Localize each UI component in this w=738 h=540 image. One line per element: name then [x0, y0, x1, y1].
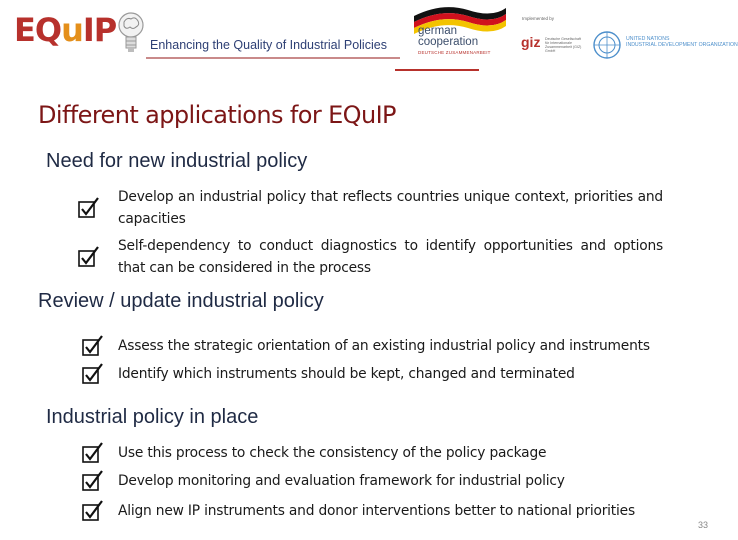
section-heading-policy-in-place: Industrial policy in place	[46, 406, 259, 428]
list-item: Align new IP instruments and donor interventions better to national priorities	[118, 503, 635, 519]
section-heading-review-policy: Review / update industrial policy	[38, 290, 324, 312]
german-cooperation-underline	[395, 69, 479, 71]
tagline: Enhancing the Quality of Industrial Policies	[150, 38, 387, 52]
checkbox-checked-icon	[82, 499, 104, 521]
lightbulb-icon	[116, 8, 146, 62]
list-item: Use this process to check the consistency of the policy package	[118, 445, 547, 461]
header-divider	[146, 57, 400, 59]
unido-name: UNITED NATIONS INDUSTRIAL DEVELOPMENT ORGANIZATION	[626, 36, 738, 48]
section-heading-new-policy: Need for new industrial policy	[46, 150, 308, 172]
list-item: Develop an industrial policy that reflects countries unique context, priorities and capacities	[118, 189, 663, 227]
list-item: Self-dependency to conduct diagnostics to identify opportunities and options that can be considered in the process	[118, 238, 663, 276]
giz-subtitle: Deutsche Gesellschaft für Internationale Zusammenarbeit (GIZ) GmbH	[545, 37, 582, 53]
german-cooperation-logo: german cooperation	[418, 25, 479, 48]
checkbox-checked-icon	[78, 196, 100, 218]
checkbox-checked-icon	[82, 441, 104, 463]
list-item: Develop monitoring and evaluation framework for industrial policy	[118, 473, 565, 489]
checkbox-checked-icon	[78, 245, 100, 267]
implemented-by-label: Implemented by	[522, 16, 555, 21]
slide-title: Different applications for EQuIP	[38, 101, 396, 129]
page-number: 33	[698, 520, 709, 530]
checkbox-checked-icon	[82, 334, 104, 356]
checkbox-checked-icon	[82, 362, 104, 384]
giz-logo: giz	[521, 34, 541, 50]
unido-emblem-icon	[592, 30, 622, 60]
equip-logo: EQuIP	[14, 11, 117, 49]
list-item: Identify which instruments should be kept, changed and terminated	[118, 366, 575, 382]
checkbox-checked-icon	[82, 469, 104, 491]
german-cooperation-subtitle: DEUTSCHE ZUSAMMENARBEIT	[418, 50, 491, 55]
list-item: Assess the strategic orientation of an existing industrial policy and instruments	[118, 338, 650, 354]
